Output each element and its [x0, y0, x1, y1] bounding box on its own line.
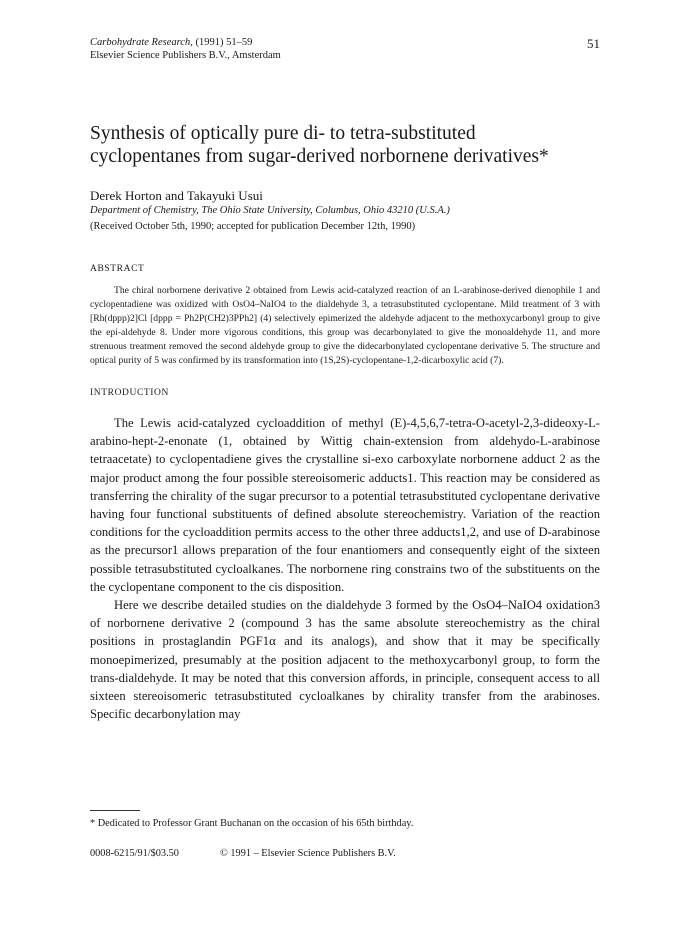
introduction-paragraph-2: Here we describe detailed studies on the dialdehyde 3 formed by the OsO4–NaIO4 oxidation3 of norbornene derivative 2 (compound 3 has the same absolute stereochemistry as the chiral positions in prostaglandin PGF1α and its analogs), and show that it may be specifically monoepimerized, presumably at the position adjacent to the methoxycarbonyl group, to form the trans-dialdehyde. It may be noted that this conversion affords, in principle, consequent access to all sixteen stereoisomeric tetrasubstituted cycloalkanes by chirality transfer from the arabinoses. Specific decarbonylation may — [90, 598, 600, 722]
abstract-heading: ABSTRACT — [90, 264, 145, 274]
footnote: * Dedicated to Professor Grant Buchanan on the occasion of his 65th birthday. — [90, 818, 414, 829]
publisher-line: Elsevier Science Publishers B.V., Amsterdam — [90, 50, 281, 61]
copyright-notice: © 1991 – Elsevier Science Publishers B.V. — [220, 848, 396, 859]
article-page — [90, 36, 600, 723]
issn-price: 0008-6215/91/$03.50 — [90, 848, 179, 859]
footnote-rule — [90, 810, 140, 811]
authors: Derek Horton and Takayuki Usui — [90, 188, 263, 203]
received-dates: (Received October 5th, 1990; accepted for publication December 12th, 1990) — [90, 221, 416, 232]
abstract-text: The chiral norbornene derivative 2 obtained from Lewis acid-catalyzed reaction of an L-arabinose-derived dienophile 1 and cyclopentadiene was oxidized with OsO4–NaIO4 to the dialdehyde 3, a tetrasubstituted cyclopentane. Mild treatment of 3 with [Rh(dppp)2]Cl [dppp = Ph2P(CH2)3PPh2] (4) selectively epimerized the aldehyde adjacent to the methoxycarbonyl group to give the epi-aldehyde 8. Under more vigorous conditions, this group was decarbonylated to give the monoaldehyde 11, and more strenuous treatment removed the second aldehyde group to give the didecarbonylated cyclopentane derivative 5. The structure and optical purity of 5 was confirmed by its transformation into (1S,2S)-cyclopentane-1,2-dicarboxylic acid (7). — [90, 285, 600, 366]
introduction-heading: INTRODUCTION — [90, 388, 169, 398]
journal-volume: , (1991) 51–59 — [190, 37, 253, 48]
bottom-line — [90, 848, 600, 859]
affiliation: Department of Chemistry, The Ohio State University, Columbus, Ohio 43210 (U.S.A.) — [90, 205, 450, 216]
article-title — [90, 122, 600, 168]
title-line-1: Synthesis of optically pure di- to tetra-substituted — [90, 123, 476, 144]
page-number: 51 — [587, 36, 600, 51]
title-line-2: cyclopentanes from sugar-derived norbornene derivatives* — [90, 146, 549, 167]
introduction-paragraph-1: The Lewis acid-catalyzed cycloaddition of methyl (E)-4,5,6,7-tetra-O-acetyl-2,3-dideoxy-L-arabino-hept-2-enonate (1, obtained by Wittig chain-extension from aldehydo-L-arabinose tetraacetate) to cyclopentadiene gives the crystalline si-exo carboxylate norbornene adduct 2 as the major product among the four possible stereoisomeric adducts1. This reaction may be considered as transferring the chirality of the sugar precursor to a potential tetrasubstituted cyclopentane derivative having four functional substituents of defined absolute stereochemistry. Variation of the reaction conditions for the cycloaddition permits access to the other three adducts1,2, and use of D-arabinose as the precursor1 allows preparation of the four enantiomers and consequently eight of the sixteen possible tetrasubstituted cycloalkanes. The norbornene ring constrains two of the substituents on the the cyclopentane component to the cis disposition. — [90, 416, 600, 594]
journal-citation — [90, 36, 600, 49]
journal-name: Carbohydrate Research — [90, 37, 191, 48]
